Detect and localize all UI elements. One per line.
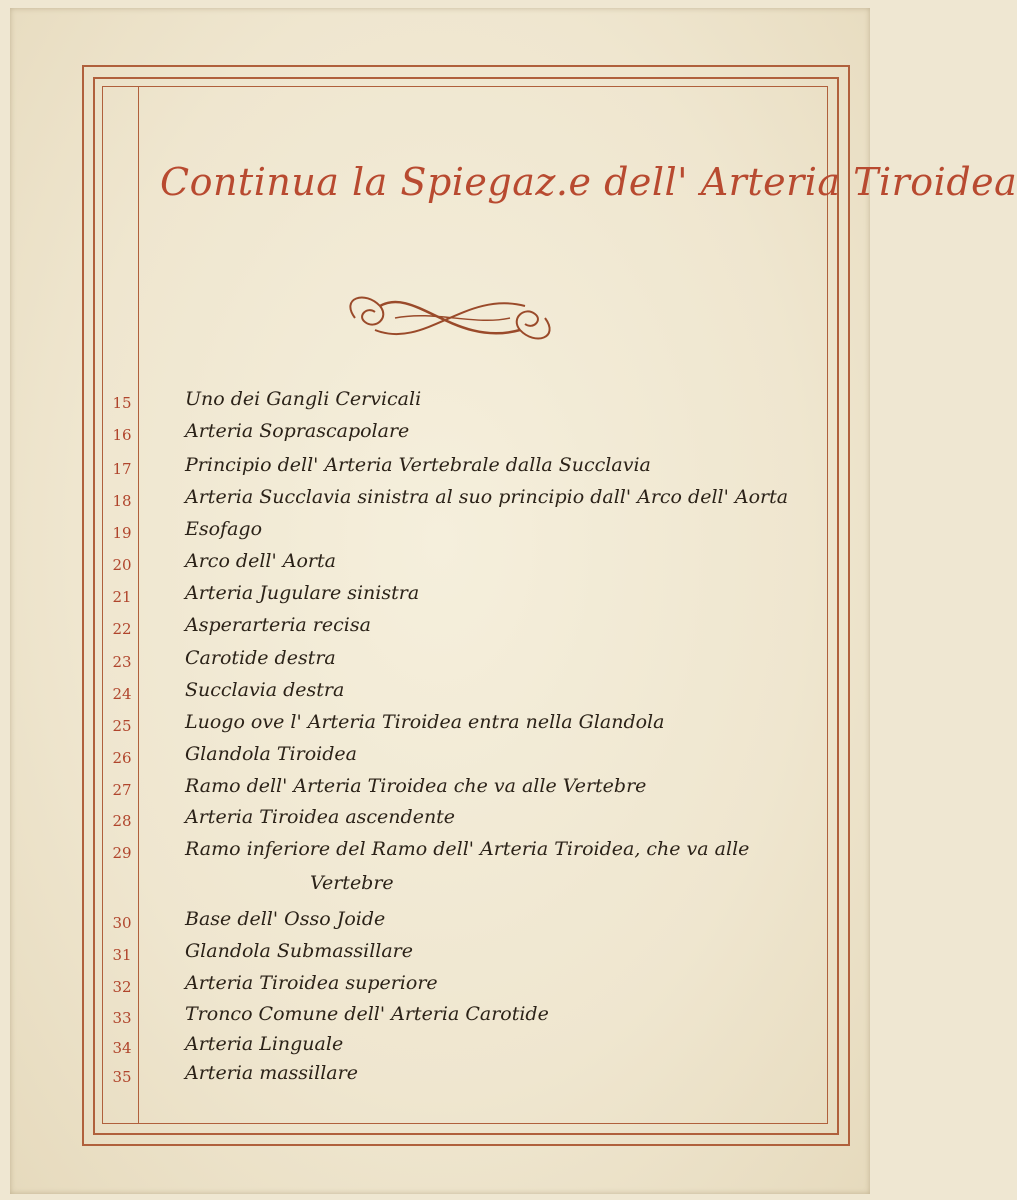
entry-number: 17 bbox=[112, 460, 132, 478]
entry-number: 34 bbox=[112, 1039, 132, 1057]
entry-number: 21 bbox=[112, 588, 132, 606]
manuscript-page bbox=[10, 8, 1017, 1194]
entry-number: 26 bbox=[112, 749, 132, 767]
entry-number: 31 bbox=[112, 946, 132, 964]
entry-text: Ramo inferiore del Ramo dell' Arteria Tiroidea, che va alle bbox=[185, 838, 750, 860]
entry-text: Tronco Comune dell' Arteria Carotide bbox=[185, 1003, 549, 1025]
entry-text: Esofago bbox=[185, 518, 263, 540]
entry-text: Luogo ove l' Arteria Tiroidea entra nella Glandola bbox=[185, 711, 665, 733]
entry-text: Principio dell' Arteria Vertebrale dalla Succlavia bbox=[185, 454, 651, 476]
entry-number: 29 bbox=[112, 844, 132, 862]
entry-number: 33 bbox=[112, 1009, 132, 1027]
entry-text: Arteria Soprascapolare bbox=[185, 420, 410, 442]
entry-text: Arteria Jugulare sinistra bbox=[185, 582, 420, 604]
page-border-inner bbox=[102, 86, 1017, 1124]
entry-text: Arteria Succlavia sinistra al suo principio dall' Arco dell' Aorta bbox=[185, 486, 789, 508]
entry-text: Glandola Tiroidea bbox=[185, 743, 357, 765]
entry-number: 35 bbox=[112, 1068, 132, 1086]
entry-number: 24 bbox=[112, 685, 132, 703]
entry-number: 22 bbox=[112, 620, 132, 638]
entry-text: Ramo dell' Arteria Tiroidea che va alle Vertebre bbox=[185, 775, 647, 797]
entry-text: Arco dell' Aorta bbox=[185, 550, 336, 572]
entry-text: Arteria Tiroidea superiore bbox=[185, 972, 438, 994]
entry-continuation: Vertebre bbox=[310, 872, 394, 894]
entry-number: 32 bbox=[112, 978, 132, 996]
entry-number: 30 bbox=[112, 914, 132, 932]
entry-text: Glandola Submassillare bbox=[185, 940, 414, 962]
entry-text: Arteria Tiroidea ascendente bbox=[185, 806, 456, 828]
entry-text: Base dell' Osso Joide bbox=[185, 908, 386, 930]
entry-number: 18 bbox=[112, 492, 132, 510]
entry-text: Arteria Linguale bbox=[185, 1033, 344, 1055]
entry-text: Uno dei Gangli Cervicali bbox=[185, 388, 422, 410]
page-title: Continua la Spiegaz.e dell' Arteria Tiroidea bbox=[160, 160, 1017, 204]
entry-number: 25 bbox=[112, 717, 132, 735]
entry-number: 27 bbox=[112, 781, 132, 799]
entry-text: Asperarteria recisa bbox=[185, 614, 371, 636]
entry-number: 20 bbox=[112, 556, 132, 574]
flourish-ornament-icon bbox=[335, 288, 565, 348]
entry-text: Succlavia destra bbox=[185, 679, 345, 701]
entry-number: 15 bbox=[112, 394, 132, 412]
entry-number: 28 bbox=[112, 812, 132, 830]
entry-number: 16 bbox=[112, 426, 132, 444]
entry-number: 19 bbox=[112, 524, 132, 542]
entry-text: Carotide destra bbox=[185, 647, 336, 669]
entry-number: 23 bbox=[112, 653, 132, 671]
entry-text: Arteria massillare bbox=[185, 1062, 358, 1084]
